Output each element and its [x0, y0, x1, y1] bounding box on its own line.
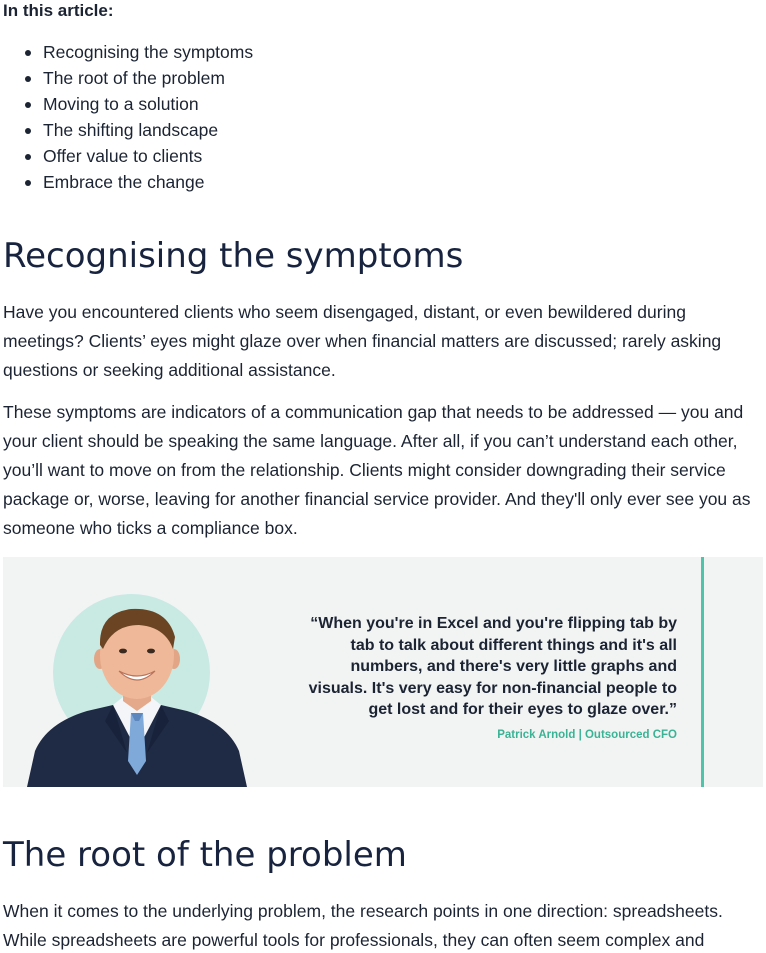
- toc-item[interactable]: [43, 169, 253, 195]
- toc-list: [43, 39, 253, 195]
- toc-link-recognising-the-symptoms[interactable]: Recognising the symptoms: [43, 42, 254, 62]
- toc-item[interactable]: [43, 91, 253, 117]
- toc-item[interactable]: [43, 39, 253, 65]
- body-paragraph: When it comes to the underlying problem, the research points in one direction: spreadsheets. While spreadsheets are powerful tools for professionals, they can often seem complex and: [3, 901, 723, 950]
- toc-link-moving-to-a-solution[interactable]: Moving to a solution: [43, 94, 199, 114]
- quote-text: “When you're in Excel and you're flipping tab by tab to talk about different things and it's all numbers, and there's very little graphs and visuals. It's very easy for non-financial people to get lost and for their eyes to glaze over.”: [308, 615, 677, 718]
- toc-heading: In this article:: [3, 1, 114, 20]
- section-heading-the-root-of-the-problem: The root of the problem: [3, 835, 407, 875]
- toc-item[interactable]: [43, 143, 253, 169]
- body-paragraph: Have you encountered clients who seem disengaged, distant, or even bewildered during meetings? Clients’ eyes might glaze over when financial matters are discussed; rarely asking questions or seeking additional assistance.: [3, 302, 722, 380]
- quote-attribution: Patrick Arnold | Outsourced CFO: [497, 729, 677, 741]
- body-paragraph: These symptoms are indicators of a communication gap that needs to be addressed — you and your client should be speaking the same language. After all, if you can’t understand each other, you’ll want to move on from the relationship. Clients might consider downgrading their service package or, worse, leaving for another financial service provider. And they'll only ever see you as someone who ticks a compliance box.: [3, 402, 751, 538]
- toc-link-embrace-the-change[interactable]: Embrace the change: [43, 172, 205, 192]
- toc-item[interactable]: [43, 65, 253, 91]
- quote-accent-bar: [701, 557, 704, 787]
- toc-item[interactable]: [43, 117, 253, 143]
- toc-link-the-root-of-the-problem[interactable]: The root of the problem: [43, 68, 225, 88]
- toc-link-the-shifting-landscape[interactable]: The shifting landscape: [43, 120, 219, 140]
- toc-link-offer-value-to-clients[interactable]: Offer value to clients: [43, 146, 203, 166]
- section-heading-recognising-the-symptoms: Recognising the symptoms: [3, 236, 464, 276]
- quote-banner: [3, 557, 763, 787]
- person-portrait: [27, 601, 247, 787]
